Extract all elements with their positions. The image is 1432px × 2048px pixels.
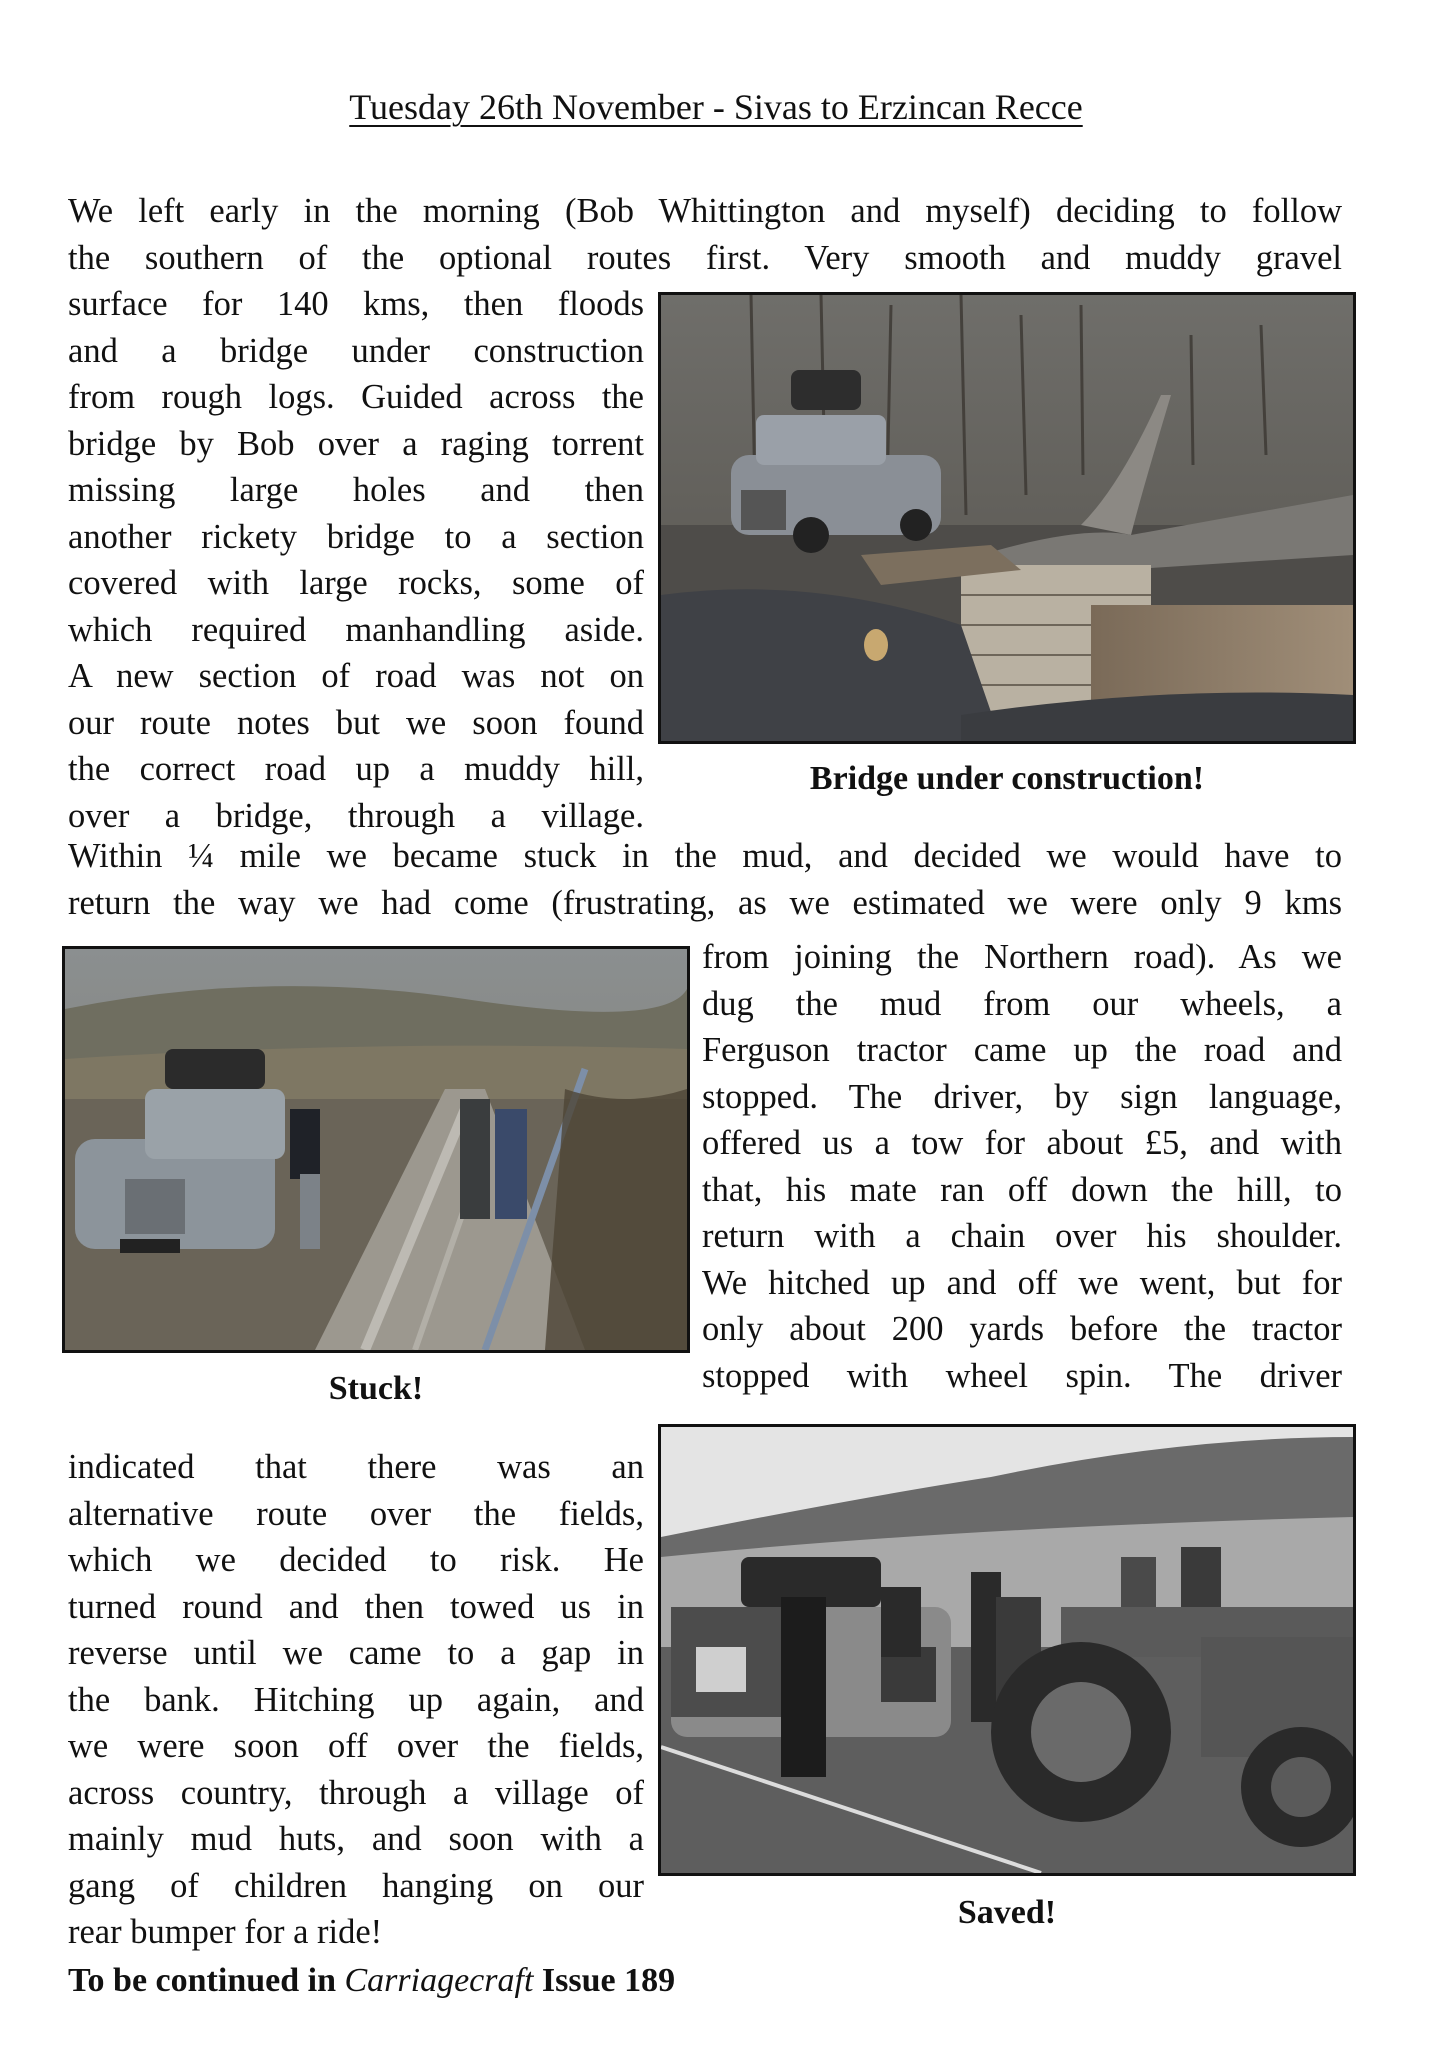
text-line: across country, through a village of bbox=[68, 1773, 644, 1812]
bridge-photo-image bbox=[661, 295, 1353, 741]
text-line: mainly mud huts, and soon with a bbox=[68, 1820, 644, 1858]
bridge-photo-caption: Bridge under construction! bbox=[809, 760, 1205, 797]
saved-photo-image bbox=[661, 1427, 1353, 1873]
text-line: reverse until we came to a gap in bbox=[68, 1634, 644, 1672]
text-line: Within ¼ mile we became stuck in the mud, and decided we would have to bbox=[68, 837, 1342, 875]
stuck-photo-caption: Stuck! bbox=[328, 1370, 424, 1407]
text-line: the correct road up a muddy hill, bbox=[68, 750, 644, 788]
text-line: missing large holes and then bbox=[68, 471, 644, 509]
text-line: which required manhandling aside. bbox=[68, 610, 644, 649]
text-line: offered us a tow for about £5, and with bbox=[702, 1124, 1342, 1162]
text-line: return with a chain over his shoulder. bbox=[702, 1217, 1342, 1255]
text-line: from joining the Northern road). As we bbox=[702, 938, 1342, 976]
text-line: our route notes but we soon found bbox=[68, 703, 644, 742]
text-line: Ferguson tractor came up the road and bbox=[702, 1031, 1342, 1069]
paragraph-block-3 bbox=[68, 1444, 644, 1956]
text-line: that, his mate ran off down the hill, to bbox=[702, 1170, 1342, 1209]
text-line: turned round and then towed us in bbox=[68, 1587, 644, 1626]
text-line: gang of children hanging on our bbox=[68, 1866, 644, 1905]
text-line: rear bumper for a ride! bbox=[68, 1913, 383, 1951]
text-line: over a bridge, through a village. bbox=[68, 796, 644, 835]
bridge-photo bbox=[658, 292, 1356, 744]
text-line: alternative route over the fields, bbox=[68, 1494, 644, 1533]
text-line: surface for 140 kms, then floods bbox=[68, 285, 644, 323]
continuation-note bbox=[68, 1962, 675, 2000]
text-line: We hitched up and off we went, but for bbox=[702, 1263, 1342, 1302]
paragraph-block-2 bbox=[702, 934, 1342, 1399]
text-line: the southern of the optional routes first. Very smooth and muddy gravel bbox=[68, 238, 1342, 277]
text-line: we were soon off over the fields, bbox=[68, 1727, 644, 1765]
paragraph-block-1 bbox=[68, 281, 644, 839]
text-line: the bank. Hitching up again, and bbox=[68, 1680, 644, 1719]
text-line: and a bridge under construction bbox=[68, 331, 644, 370]
text-line: We left early in the morning (Bob Whittington and myself) deciding to follow bbox=[68, 192, 1342, 230]
magazine-name: Carriagecraft bbox=[344, 1962, 534, 1999]
text-line: bridge by Bob over a raging torrent bbox=[68, 424, 644, 463]
saved-photo-caption: Saved! bbox=[957, 1894, 1057, 1931]
text-line: from rough logs. Guided across the bbox=[68, 378, 644, 416]
middle-paragraph bbox=[68, 833, 1342, 926]
saved-photo bbox=[658, 1424, 1356, 1876]
text-line: stopped with wheel spin. The driver bbox=[702, 1356, 1342, 1395]
text-line: only about 200 yards before the tractor bbox=[702, 1310, 1342, 1348]
text-line: which we decided to risk. He bbox=[68, 1541, 644, 1579]
intro-paragraph bbox=[68, 188, 1342, 281]
text-line: stopped. The driver, by sign language, bbox=[702, 1077, 1342, 1116]
text-line: return the way we had come (frustrating, as we estimated we were only 9 kms bbox=[68, 883, 1342, 922]
text-line: dug the mud from our wheels, a bbox=[702, 984, 1342, 1023]
text-line: indicated that there was an bbox=[68, 1448, 644, 1486]
continuation-prefix: To be continued in bbox=[68, 1962, 345, 1999]
text-line: covered with large rocks, some of bbox=[68, 564, 644, 602]
stuck-photo bbox=[62, 946, 690, 1353]
text-line: A new section of road was not on bbox=[68, 657, 644, 695]
continuation-suffix: Issue 189 bbox=[533, 1962, 676, 1999]
stuck-photo-image bbox=[65, 949, 687, 1350]
text-line: another rickety bridge to a section bbox=[68, 517, 644, 556]
page-title: Tuesday 26th November - Sivas to Erzincan Recce bbox=[349, 87, 1083, 127]
